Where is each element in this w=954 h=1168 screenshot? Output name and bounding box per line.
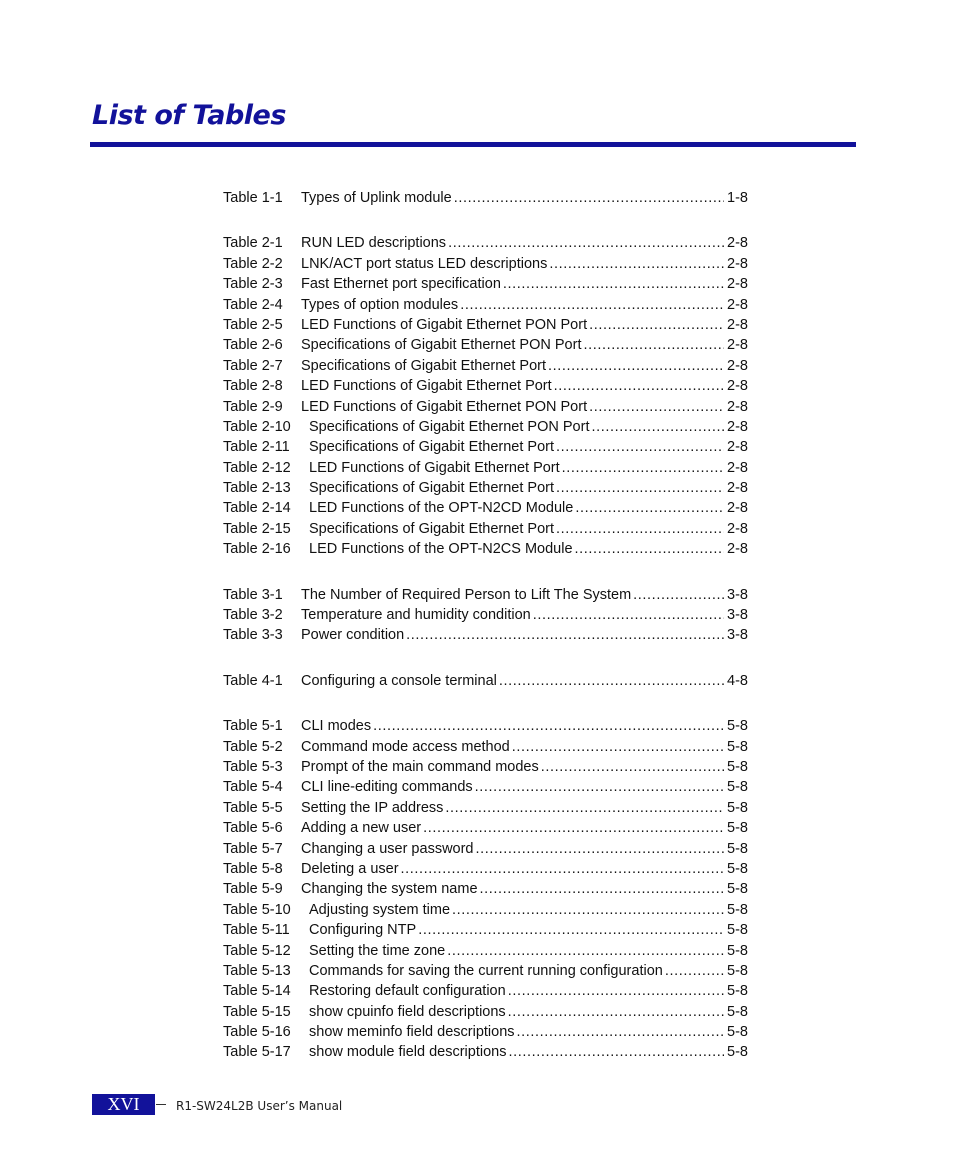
dot-leader [508,981,724,1001]
dot-leader [554,376,724,396]
page-reference: 2-8 [727,316,748,333]
table-title: LNK/ACT port status LED descriptions [301,255,548,272]
toc-entry[interactable] [223,498,748,518]
table-number: Table 5-12 [223,942,291,959]
toc-entry[interactable] [223,254,748,274]
table-title: Specifications of Gigabit Ethernet Port [309,439,555,456]
table-number: Table 2-7 [223,357,283,374]
table-number: Table 5-11 [223,922,290,939]
page-reference: 2-8 [727,398,748,415]
table-number: Table 5-17 [223,1044,291,1061]
table-number: Table 3-2 [223,607,283,624]
toc-entry[interactable] [223,315,748,335]
toc-entry[interactable] [223,458,748,478]
table-number: Table 2-16 [223,541,291,558]
table-number: Table 3-3 [223,627,283,644]
dot-leader [556,437,724,457]
table-number: Table 2-3 [223,276,283,293]
toc-entry[interactable] [223,1002,748,1022]
dot-leader [583,335,724,355]
toc-entry[interactable] [223,900,748,920]
dot-leader [480,879,725,899]
table-title: Setting the time zone [309,942,446,959]
toc-entry[interactable] [223,716,748,736]
page-reference: 2-8 [727,378,748,395]
table-title: Specifications of Gigabit Ethernet PON Port [309,418,590,435]
toc-entry[interactable] [223,233,748,253]
table-number: Table 5-16 [223,1024,291,1041]
dot-leader [475,777,724,797]
table-title: Configuring NTP [309,922,417,939]
table-title: Commands for saving the current running configuration [309,962,663,979]
dot-leader [406,625,724,645]
table-title: Types of option modules [301,296,459,313]
table-number: Table 5-9 [223,881,283,898]
page-reference: 5-8 [727,1024,748,1041]
toc-group [223,188,748,208]
page-reference: 4-8 [727,672,748,689]
table-title: Setting the IP address [301,799,444,816]
toc-entry[interactable] [223,859,748,879]
table-title: Command mode access method [301,738,510,755]
table-number: Table 2-4 [223,296,283,313]
page-reference: 5-8 [727,962,748,979]
toc-entry[interactable] [223,188,748,208]
page-reference: 3-8 [727,627,748,644]
table-number: Table 2-10 [223,418,291,435]
toc-entry[interactable] [223,335,748,355]
toc-entry[interactable] [223,437,748,457]
page-reference: 2-8 [727,337,748,354]
title-rule [90,142,856,147]
dot-leader [591,417,724,437]
toc-entry[interactable] [223,397,748,417]
toc-entry[interactable] [223,625,748,645]
table-number: Table 2-11 [223,439,290,456]
toc-group [223,233,748,559]
table-title: show meminfo field descriptions [309,1024,515,1041]
toc-group [223,585,748,646]
dot-leader [549,254,724,274]
toc-entry[interactable] [223,941,748,961]
page-reference: 5-8 [727,840,748,857]
page-reference: 2-8 [727,357,748,374]
table-number: Table 2-1 [223,235,283,252]
table-title: Specifications of Gigabit Ethernet PON Port [301,337,582,354]
table-number: Table 5-13 [223,962,291,979]
toc-entry[interactable] [223,539,748,559]
dot-leader [562,458,724,478]
table-number: Table 5-2 [223,738,283,755]
dot-leader [448,233,724,253]
table-number: Table 2-5 [223,316,283,333]
dot-leader [589,397,724,417]
table-title: LED Functions of Gigabit Ethernet Port [309,459,560,476]
table-title: Specifications of Gigabit Ethernet Port [309,520,555,537]
toc-entry[interactable] [223,1042,748,1062]
toc-entry[interactable] [223,737,748,757]
table-title: Temperature and humidity condition [301,607,531,624]
table-number: Table 4-1 [223,672,283,689]
table-number: Table 5-8 [223,860,283,877]
page-reference: 3-8 [727,607,748,624]
page-reference: 5-8 [727,738,748,755]
page-reference: 5-8 [727,1044,748,1061]
page-reference: 2-8 [727,439,748,456]
table-title: Configuring a console terminal [301,672,497,689]
toc-entry[interactable] [223,777,748,797]
dot-leader [460,295,724,315]
table-title: Changing a user password [301,840,474,857]
toc-group [223,671,748,691]
dot-leader [556,478,724,498]
table-number: Table 1-1 [223,190,283,206]
toc-entry[interactable] [223,605,748,625]
page-reference: 1-8 [727,190,748,206]
table-number: Table 5-4 [223,779,283,796]
dot-leader [548,356,724,376]
toc-entry[interactable] [223,879,748,899]
page-reference: 2-8 [727,541,748,558]
dot-leader [508,1042,724,1062]
page-reference: 2-8 [727,520,748,537]
table-title: CLI line-editing commands [301,779,473,796]
table-title: LED Functions of the OPT-N2CS Module [309,541,573,558]
toc-entry[interactable] [223,274,748,294]
page-number-badge: XVI [92,1094,155,1115]
page-reference: 2-8 [727,459,748,476]
page-reference: 3-8 [727,586,748,603]
table-title: Deleting a user [301,860,399,877]
page-title: List of Tables [92,100,286,131]
dot-leader [541,757,724,777]
page-reference: 5-8 [727,820,748,837]
toc-entry[interactable] [223,295,748,315]
dot-leader [633,585,724,605]
page-reference: 2-8 [727,418,748,435]
table-list [223,188,748,1088]
table-title: The Number of Required Person to Lift The System [301,586,632,603]
table-number: Table 2-15 [223,520,291,537]
toc-entry[interactable] [223,417,748,437]
page-reference: 2-8 [727,296,748,313]
table-number: Table 2-13 [223,480,291,497]
page-reference: 5-8 [727,942,748,959]
toc-entry[interactable] [223,757,748,777]
dot-leader [575,539,724,559]
dot-leader [533,605,724,625]
dot-leader [503,274,724,294]
page-reference: 2-8 [727,235,748,252]
table-title: RUN LED descriptions [301,235,447,252]
page-reference: 5-8 [727,983,748,1000]
table-title: show cpuinfo field descriptions [309,1003,506,1020]
dot-leader [499,671,724,691]
footer-doc-title: R1-SW24L2B User’s Manual [176,1099,343,1113]
page-reference: 5-8 [727,922,748,939]
table-number: Table 2-8 [223,378,283,395]
page-reference: 5-8 [727,779,748,796]
table-number: Table 5-6 [223,820,283,837]
toc-entry[interactable] [223,1022,748,1042]
toc-entry[interactable] [223,981,748,1001]
table-title: Changing the system name [301,881,478,898]
table-title: LED Functions of the OPT-N2CD Module [309,500,574,517]
page-reference: 5-8 [727,799,748,816]
page-reference: 5-8 [727,758,748,775]
dot-leader [423,818,724,838]
table-title: LED Functions of Gigabit Ethernet Port [301,378,552,395]
table-title: Prompt of the main command modes [301,758,539,775]
page-reference: 5-8 [727,901,748,918]
table-title: LED Functions of Gigabit Ethernet PON Port [301,398,588,415]
table-number: Table 5-15 [223,1003,291,1020]
table-title: Fast Ethernet port specification [301,276,501,293]
table-number: Table 3-1 [223,586,283,603]
table-number: Table 5-10 [223,901,291,918]
table-number: Table 5-1 [223,718,283,735]
table-title: CLI modes [301,718,372,735]
dot-leader [418,920,724,940]
table-title: Adjusting system time [309,901,451,918]
toc-group [223,716,748,1063]
dot-leader [445,798,724,818]
dot-leader [665,961,724,981]
table-title: Restoring default configuration [309,983,506,1000]
table-title: Specifications of Gigabit Ethernet Port [301,357,547,374]
page-reference: 5-8 [727,718,748,735]
toc-entry[interactable] [223,376,748,396]
page-reference: 2-8 [727,500,748,517]
page-reference: 5-8 [727,860,748,877]
table-number: Table 5-5 [223,799,283,816]
toc-entry[interactable] [223,798,748,818]
dot-leader [454,188,724,208]
table-number: Table 5-14 [223,983,291,1000]
toc-entry[interactable] [223,356,748,376]
dot-leader [476,839,725,859]
toc-entry[interactable] [223,585,748,605]
toc-entry[interactable] [223,961,748,981]
page-reference: 2-8 [727,276,748,293]
dot-leader [589,315,724,335]
table-title: show module field descriptions [309,1044,507,1061]
table-title: Adding a new user [301,820,422,837]
dot-leader [517,1022,725,1042]
dot-leader [373,716,724,736]
table-number: Table 2-2 [223,255,283,272]
page-reference: 2-8 [727,255,748,272]
dot-leader [556,519,724,539]
table-number: Table 5-3 [223,758,283,775]
toc-entry[interactable] [223,920,748,940]
toc-entry[interactable] [223,519,748,539]
toc-entry[interactable] [223,818,748,838]
dot-leader [575,498,724,518]
dot-leader [447,941,724,961]
table-number: Table 2-14 [223,500,291,517]
toc-entry[interactable] [223,839,748,859]
table-title: Power condition [301,627,405,644]
dot-leader [512,737,724,757]
table-title: Specifications of Gigabit Ethernet Port [309,480,555,497]
dot-leader [452,900,724,920]
dot-leader [401,859,725,879]
dot-leader [508,1002,724,1022]
table-title: Types of Uplink module [301,190,452,206]
table-number: Table 2-12 [223,459,291,476]
table-number: Table 2-9 [223,398,283,415]
table-number: Table 5-7 [223,840,283,857]
page-reference: 5-8 [727,1003,748,1020]
toc-entry[interactable] [223,478,748,498]
page-reference: 5-8 [727,881,748,898]
toc-entry[interactable] [223,671,748,691]
table-number: Table 2-6 [223,337,283,354]
table-title: LED Functions of Gigabit Ethernet PON Port [301,316,588,333]
footer-divider [156,1104,166,1105]
page-reference: 2-8 [727,480,748,497]
